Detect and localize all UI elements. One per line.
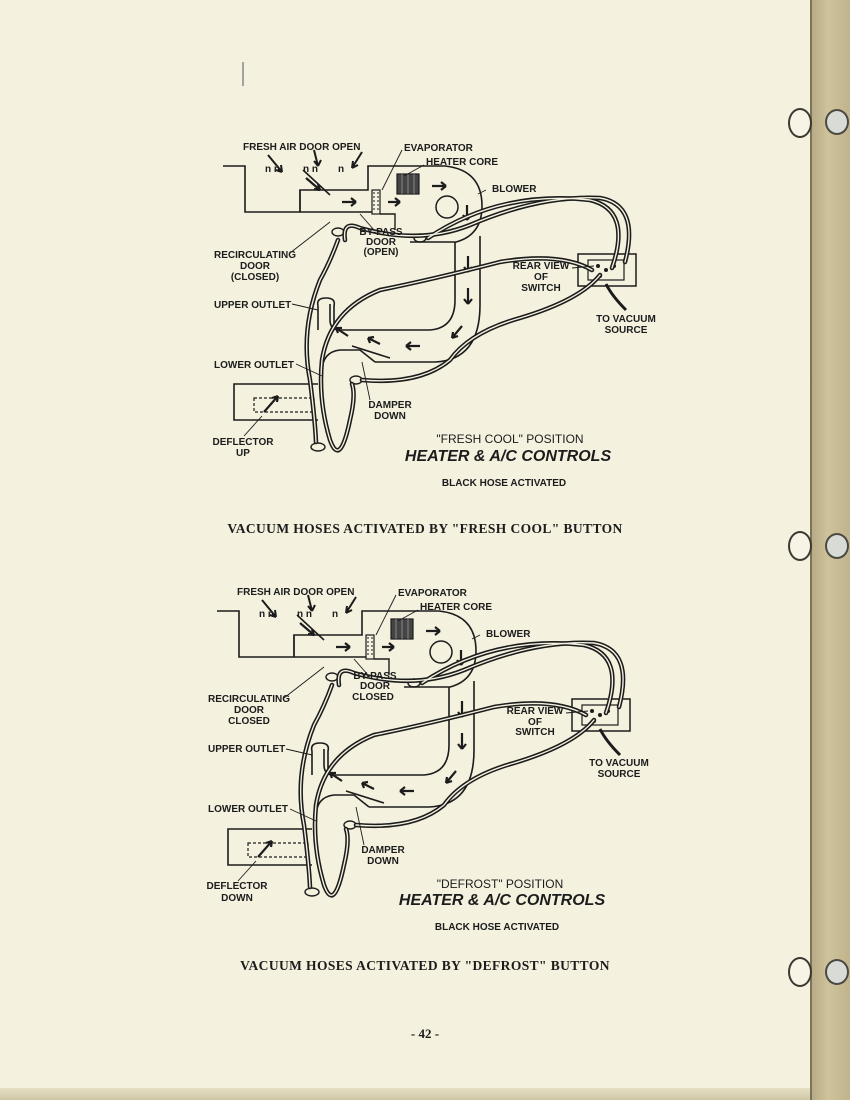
label-recirc-3: (CLOSED) [230,272,280,283]
label-rear-view-2: OF [534,272,548,283]
diagram-defrost [207,587,649,933]
label-deflector-1: DEFLECTOR [212,437,274,448]
label-damper-2: DOWN [367,856,399,867]
position-title: "DEFROST" POSITION [436,877,564,891]
label-evaporator: EVAPORATOR [404,143,473,154]
label-bypass-3: (OPEN) [363,247,399,258]
label-damper-2: DOWN [374,411,406,422]
label-bypass-2: DOOR [366,237,396,248]
hose-note: BLACK HOSE ACTIVATED [441,478,567,489]
label-vacuum-2: SOURCE [597,769,641,780]
diagram-fresh-cool [213,142,656,489]
label-deflector-1: DEFLECTOR [206,881,268,892]
label-rear-view-1: REAR VIEW [512,261,570,272]
label-recirc-3: CLOSED [228,716,270,727]
label-rear-view-1: REAR VIEW [506,706,564,717]
label-recirc-2: DOOR [240,261,270,272]
label-recirc-1: RECIRCULATING [213,250,297,261]
hose-note: BLACK HOSE ACTIVATED [434,922,560,933]
label-bypass-2: DOOR [360,681,390,692]
label-evaporator: EVAPORATOR [398,588,467,599]
label-deflector-2: UP [236,448,250,459]
label-rear-view-2: OF [528,717,542,728]
page-number: - 42 - [410,1026,440,1041]
label-heater-core: HEATER CORE [420,602,493,613]
label-fresh-air-door: FRESH AIR DOOR OPEN [243,142,361,153]
label-recirc-2: DOOR [234,705,264,716]
label-bypass-1: BY-PASS [353,671,397,682]
label-bypass-3: CLOSED [352,692,394,703]
caption-defrost: VACUUM HOSES ACTIVATED BY "DEFROST" BUTTON [240,958,610,973]
label-vacuum-1: TO VACUUM [596,314,656,325]
label-blower: BLOWER [492,184,537,195]
label-heater-core: HEATER CORE [426,157,499,168]
label-blower: BLOWER [486,629,531,640]
label-bypass-1: BY-PASS [359,227,403,238]
label-damper-1: DAMPER [361,845,405,856]
label-vacuum-2: SOURCE [604,325,648,336]
label-deflector-2: DOWN [221,893,253,904]
caption-fresh-cool: VACUUM HOSES ACTIVATED BY "FRESH COOL" BUTTON [227,521,623,536]
label-rear-view-3: SWITCH [515,727,555,738]
controls-title: HEATER & A/C CONTROLS [398,892,606,909]
label-rear-view-3: SWITCH [521,283,561,294]
label-lower-outlet: LOWER OUTLET [214,360,294,371]
label-upper-outlet: UPPER OUTLET [214,300,292,311]
label-damper-1: DAMPER [368,400,412,411]
label-vacuum-1: TO VACUUM [589,758,649,769]
controls-title: HEATER & A/C CONTROLS [404,448,612,465]
label-fresh-air-door: FRESH AIR DOOR OPEN [237,587,355,598]
label-lower-outlet: LOWER OUTLET [208,804,288,815]
label-upper-outlet: UPPER OUTLET [208,744,286,755]
position-title: "FRESH COOL" POSITION [436,432,584,446]
label-recirc-1: RECIRCULATING [207,694,291,705]
